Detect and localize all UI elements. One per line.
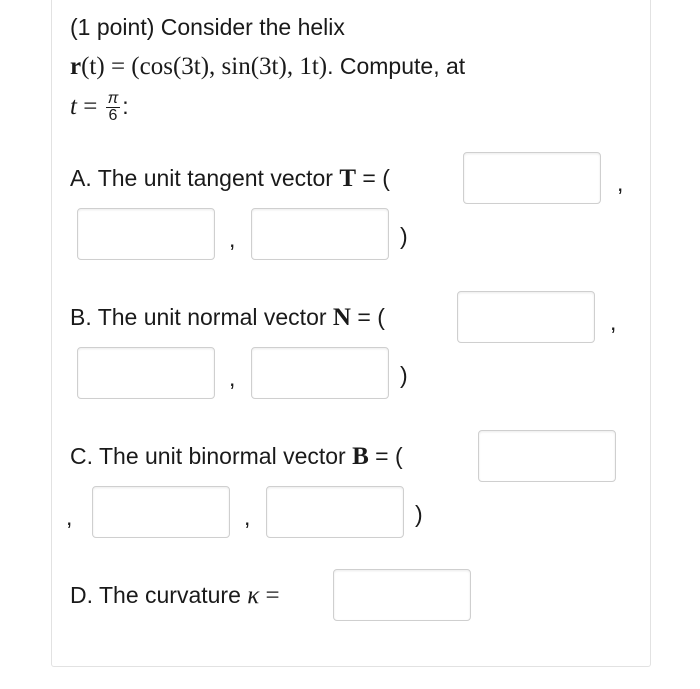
part-b-text: B. The unit normal vector — [70, 304, 333, 330]
comma: , — [244, 504, 251, 530]
part-b-label — [70, 302, 385, 333]
equals-sign: = — [76, 93, 104, 120]
tangent-y-input[interactable] — [77, 208, 215, 260]
part-a-label — [70, 163, 390, 194]
fraction-denominator: 6 — [108, 107, 118, 125]
part-d-label — [70, 580, 280, 611]
part-a-text: A. The unit tangent vector — [70, 165, 340, 191]
evaluation-point — [70, 91, 129, 124]
pi-over-six-fraction — [106, 91, 121, 124]
close-paren: ) — [400, 362, 408, 388]
part-d-text: D. The curvature — [70, 582, 248, 608]
binormal-y-input[interactable] — [92, 486, 230, 538]
kappa-symbol: κ — [247, 582, 260, 609]
fraction-numerator: π — [107, 90, 119, 108]
compute-at-text: . Compute, at — [327, 53, 466, 79]
part-a-equals: = ( — [356, 165, 390, 191]
part-c-label — [70, 441, 403, 472]
normal-symbol: N — [332, 304, 351, 331]
comma: , — [66, 504, 73, 530]
helix-definition — [70, 51, 465, 82]
problem-intro — [70, 12, 345, 42]
binormal-x-input[interactable] — [478, 430, 616, 482]
r-expression: (t) = (cos(3t), sin(3t), 1t) — [81, 53, 328, 80]
tangent-z-input[interactable] — [251, 208, 389, 260]
normal-x-input[interactable] — [457, 291, 595, 343]
part-d-equals: = — [259, 582, 280, 609]
binormal-symbol: B — [352, 443, 369, 470]
part-c-equals: = ( — [368, 443, 403, 469]
colon: : — [122, 93, 129, 119]
part-c-text: C. The unit binormal vector — [70, 443, 353, 469]
part-b-equals: = ( — [350, 304, 385, 330]
normal-z-input[interactable] — [251, 347, 389, 399]
close-paren: ) — [415, 501, 423, 527]
comma: , — [617, 170, 624, 196]
comma: , — [229, 226, 236, 252]
tangent-symbol: T — [339, 165, 357, 192]
close-paren: ) — [400, 223, 408, 249]
r-symbol: r — [70, 53, 82, 80]
comma: , — [610, 309, 617, 335]
intro-text: (1 point) Consider the helix — [70, 14, 345, 40]
t-variable: t — [70, 93, 77, 120]
curvature-input[interactable] — [333, 569, 471, 621]
tangent-x-input[interactable] — [463, 152, 601, 204]
comma: , — [229, 365, 236, 391]
normal-y-input[interactable] — [77, 347, 215, 399]
binormal-z-input[interactable] — [266, 486, 404, 538]
